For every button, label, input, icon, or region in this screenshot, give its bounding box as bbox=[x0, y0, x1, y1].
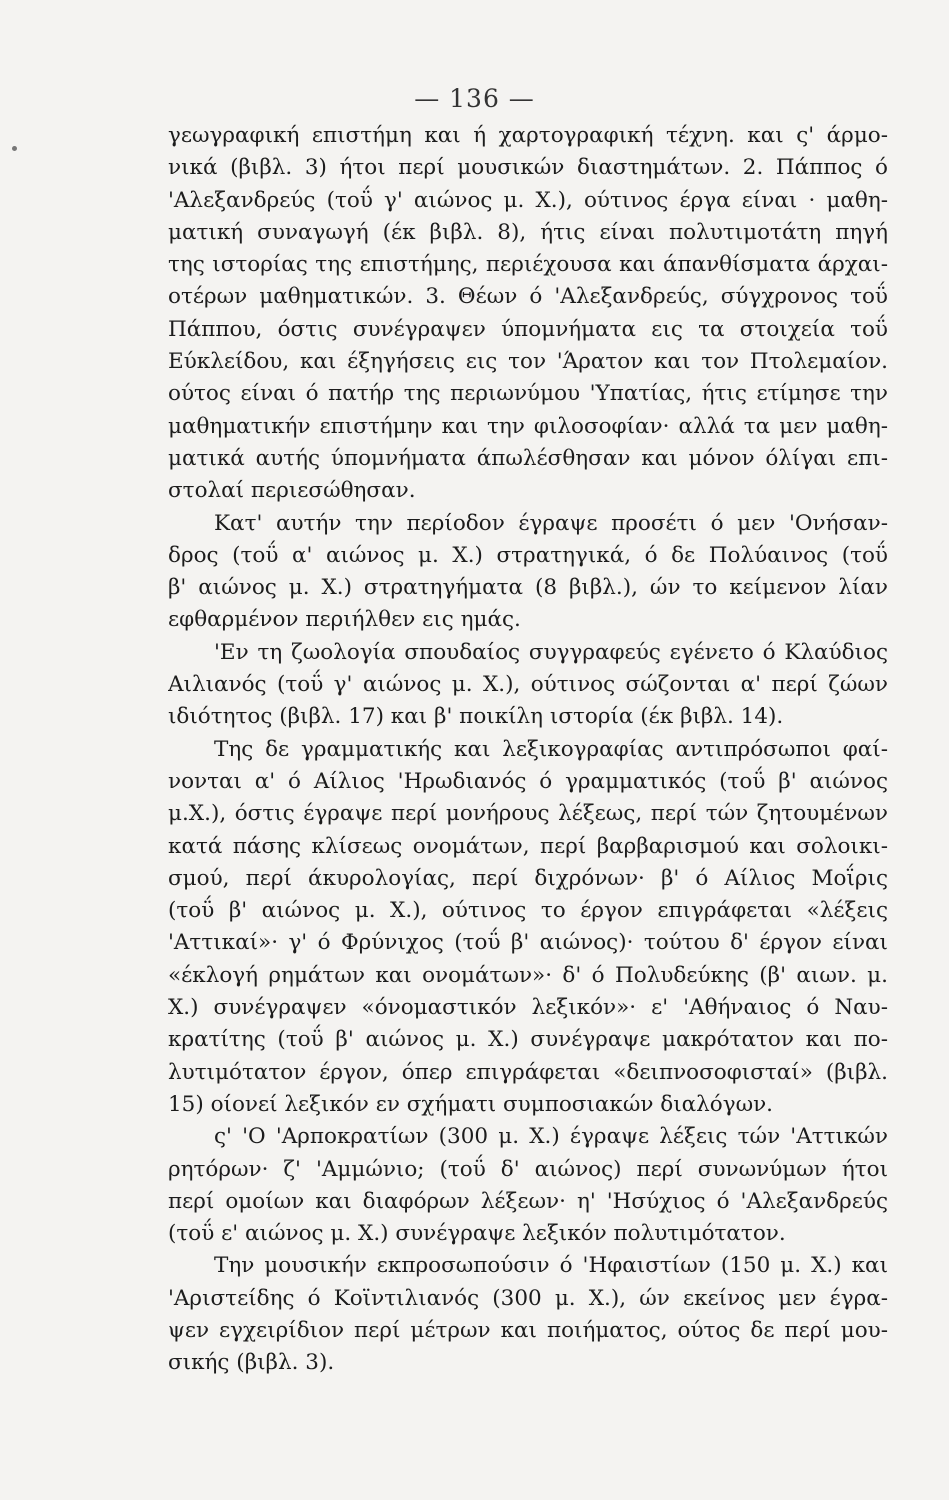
page-number: — 136 — bbox=[414, 84, 535, 113]
text-line: κατά πάσης κλίσεως ονομάτων, περί βαρβαρισμού και σολοικι- bbox=[168, 833, 888, 859]
text-line: μ.Χ.), όστις έγραψε περί μονήρους λέξεως, περί τών ζητουμένων bbox=[168, 801, 888, 827]
text-line: νικά (βιβλ. 3) ήτοι περί μουσικών διαστημάτων. 2. Πάππος ό bbox=[168, 155, 888, 181]
text-line: γεωγραφική επιστήμη και ή χαρτογραφική τέχνη. και ς' άρμο- bbox=[168, 123, 888, 148]
text-line: δρος (τοΰ α' αιώνος μ. Χ.) στρατηγικά, ό δε Πολύαινος (τοΰ bbox=[168, 542, 888, 568]
text-line: οτέρων μαθηματικών. 3. Θέων ό 'Αλεξανδρεύς, σύγχρονος τοΰ bbox=[168, 284, 888, 310]
text-line: ς' 'Ο 'Αρποκρατίων (300 μ. Χ.) έγραψε λέξεις τών 'Αττικών bbox=[214, 1124, 888, 1150]
text-line: «έκλογή ρημάτων και ονομάτων»· δ' ό Πολυδεύκης (β' αιων. μ. bbox=[168, 962, 888, 988]
text-line: 'Εν τη ζωολογία σπουδαίος συγγραφεύς εγένετο ό Κλαύδιος bbox=[214, 639, 888, 665]
text-line: Εύκλείδου, και έξηγήσεις εις τον 'Άρατον και τον Πτολεμαίον. bbox=[168, 349, 888, 375]
text-line: ρητόρων· ζ' 'Αμμώνιο; (τοΰ δ' αιώνος) περί συνωνύμων ήτοι bbox=[168, 1156, 888, 1182]
text-line: σικής (βιβλ. 3). bbox=[168, 1350, 335, 1376]
text-line: εφθαρμένον περιήλθεν εις ημάς. bbox=[168, 607, 521, 633]
text-line: Πάππου, όστις συνέγραψεν ύπομνήματα εις τα στοιχεία τοΰ bbox=[168, 316, 888, 342]
text-line: 15) οίονεί λεξικόν εν σχήματι συμποσιακών διαλόγων. bbox=[168, 1091, 774, 1117]
text-line: Της δε γραμματικής και λεξικογραφίας αντιπρόσωποι φαί- bbox=[214, 736, 888, 762]
text-line: 'Αττικαί»· γ' ό Φρύνιχος (τοΰ β' αιώνος)· τούτου δ' έργον είναι bbox=[168, 930, 888, 956]
text-line: νονται α' ό Αίλιος 'Ηρωδιανός ό γραμματικός (τοΰ β' αιώνος bbox=[168, 768, 888, 794]
text-line: ψεν εγχειρίδιον περί μέτρων και ποιήματος, ούτος δε περί μου- bbox=[168, 1317, 888, 1343]
text-line: Αιλιανός (τοΰ γ' αιώνος μ. Χ.), ούτινος σώζονται α' περί ζώων bbox=[168, 672, 888, 698]
text-line: β' αιώνος μ. Χ.) στρατηγήματα (8 βιβλ.), ών το κείμενον λίαν bbox=[168, 575, 888, 601]
margin-mark bbox=[12, 146, 17, 151]
text-line: ματική συναγωγή (έκ βιβλ. 8), ήτις είναι πολυτιμοτάτη πηγή bbox=[168, 219, 888, 245]
text-line: (τοΰ ε' αιώνος μ. Χ.) συνέγραψε λεξικόν πολυτιμότατον. bbox=[168, 1221, 786, 1247]
text-line: 'Αλεξανδρεύς (τοΰ γ' αιώνος μ. Χ.), ούτινος έργα είναι · μαθη- bbox=[168, 187, 888, 213]
text-line: λυτιμότατον έργον, όπερ επιγράφεται «δειπνοσοφισταί» (βιβλ. bbox=[168, 1059, 888, 1085]
text-line: (τοΰ β' αιώνος μ. Χ.), ούτινος το έργον επιγράφεται «λέξεις bbox=[168, 898, 888, 924]
text-block bbox=[168, 120, 888, 1380]
text-line: ούτος είναι ό πατήρ της περιωνύμου 'Υπατίας, ήτις ετίμησε την bbox=[168, 381, 888, 407]
text-line: περί ομοίων και διαφόρων λέξεων· η' 'Ησύχιος ό 'Αλεξανδρεύς bbox=[168, 1188, 888, 1214]
text-line: μαθηματικήν επιστήμην και την φιλοσοφίαν· αλλά τα μεν μαθη- bbox=[168, 413, 888, 439]
text-line: στολαί περιεσώθησαν. bbox=[168, 478, 416, 504]
text-line: 'Αριστείδης ό Κοϊντιλιανός (300 μ. Χ.), ών εκείνος μεν έγρα- bbox=[168, 1285, 888, 1311]
text-line: κρατίτης (τοΰ β' αιώνος μ. Χ.) συνέγραψε μακρότατον και πο- bbox=[168, 1027, 888, 1053]
text-line: Κατ' αυτήν την περίοδον έγραψε προσέτι ό μεν 'Ονήσαν- bbox=[214, 510, 888, 536]
text-line: Χ.) συνέγραψεν «όνομαστικόν λεξικόν»· ε' 'Αθήναιος ό Ναυ- bbox=[168, 995, 888, 1021]
text-line: ματικά αυτής ύπομνήματα άπωλέσθησαν και μόνον όλίγαι επι- bbox=[168, 445, 888, 471]
text-line: της ιστορίας της επιστήμης, περιέχουσα και άπανθίσματα άρχαι- bbox=[168, 252, 888, 278]
text-line: Την μουσικήν εκπροσωπούσιν ό 'Ηφαιστίων (150 μ. Χ.) και bbox=[214, 1253, 888, 1279]
text-line: ιδιότητος (βιβλ. 17) και β' ποικίλη ιστορία (έκ βιβλ. 14). bbox=[168, 704, 784, 730]
text-line: σμού, περί άκυρολογίας, περί διχρόνων· β' ό Αίλιος Μοΐρις bbox=[168, 865, 888, 891]
